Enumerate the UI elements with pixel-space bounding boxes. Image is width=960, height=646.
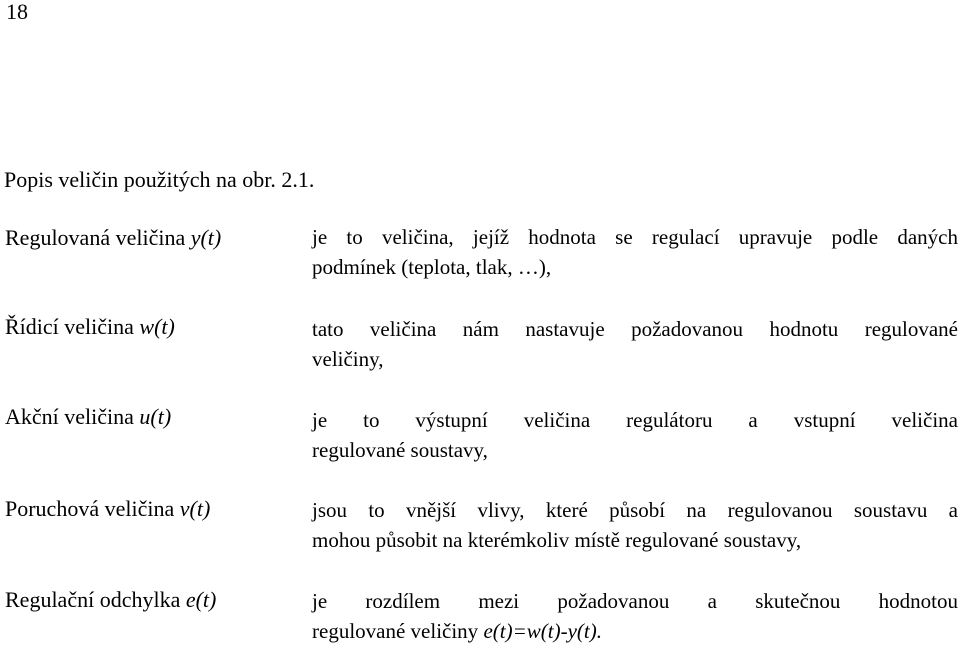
definition-line: mohou působit na kterémkoliv místě regulované soustavy, [312,528,802,552]
term-controlled-variable [5,225,221,251]
term-label: Akční veličina [5,404,140,429]
control-error-formula: e(t)=w(t)-y(t) [483,619,597,643]
term-label: Regulační odchylka [5,587,186,612]
definition-line: podmínek (teplota, tlak, …), [312,255,552,279]
definition-line: regulované veličiny [312,619,484,643]
term-control-error [5,587,216,613]
definition-line: jsou to vnější vlivy, které působí na regulovanou soustavu a [312,498,958,522]
term-symbol: w(t) [139,314,175,339]
term-reference-variable [5,314,175,340]
definition-controlled-variable [312,222,958,282]
term-manipulated-variable [5,404,171,430]
definition-line: regulované soustavy, [312,438,488,462]
term-symbol: y(t) [190,225,222,250]
term-label: Regulovaná veličina [5,225,191,250]
term-symbol: u(t) [139,404,172,429]
definition-line: veličiny, [312,347,384,371]
term-disturbance-variable [5,496,210,522]
definition-line: je to výstupní veličina regulátoru a vstupní veličina [312,408,958,432]
definition-disturbance-variable [312,495,958,555]
term-label: Řídicí veličina [5,314,140,339]
definition-reference-variable [312,314,958,374]
term-label: Poruchová veličina [5,496,180,521]
section-heading: Popis veličin použitých na obr. 2.1. [4,167,315,192]
definition-line: je to veličina, jejíž hodnota se regulací upravuje podle daných [312,225,958,249]
definition-control-error [312,586,958,646]
page-number: 18 [6,0,28,24]
formula-end: . [596,619,602,643]
definition-manipulated-variable [312,405,958,465]
definition-line: je rozdílem mezi požadovanou a skutečnou hodnotou [312,589,958,613]
definition-line-with-formula [312,616,958,646]
term-symbol: v(t) [179,496,211,521]
term-symbol: e(t) [185,587,217,612]
definition-line: tato veličina nám nastavuje požadovanou hodnotu regulované [312,317,958,341]
